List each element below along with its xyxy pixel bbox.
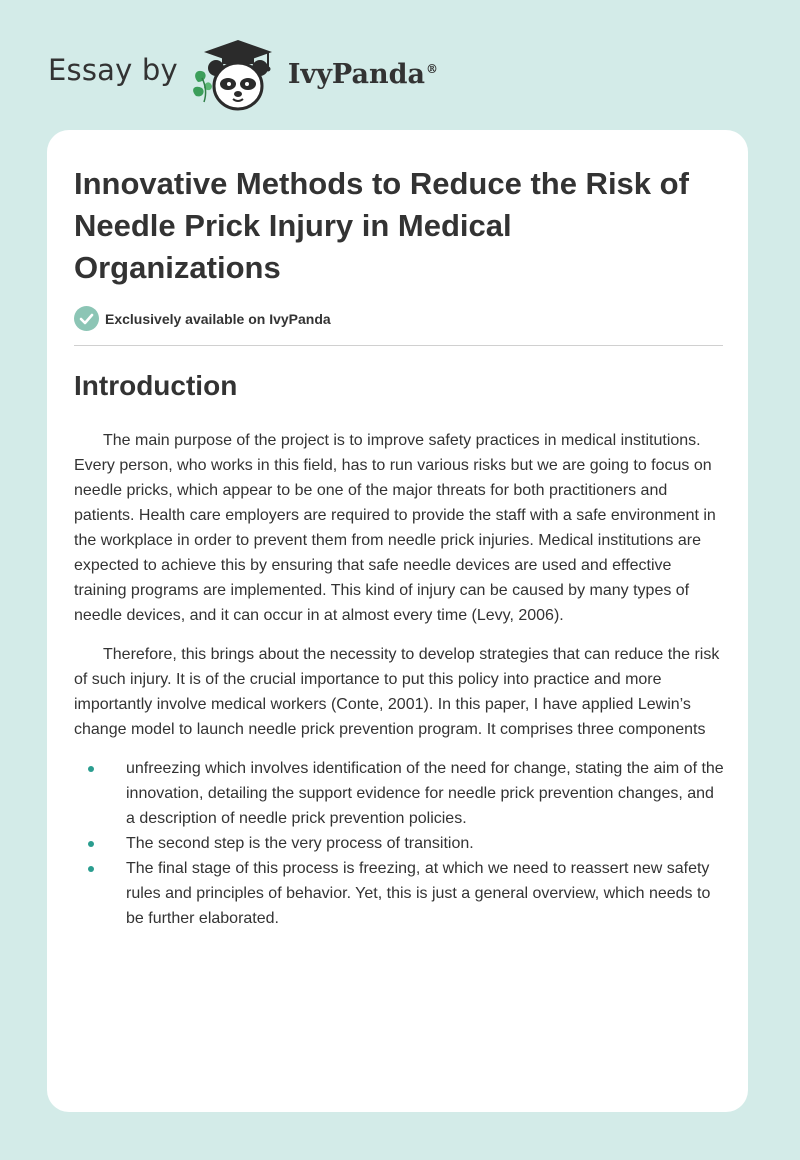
essay-body [74, 428, 726, 931]
brand-text[interactable]: IvyPanda [287, 58, 425, 90]
components-list [74, 756, 726, 931]
list-item [74, 856, 726, 931]
essay-card [47, 130, 748, 1112]
panda-graduate-icon[interactable] [192, 38, 284, 112]
list-item-text: The second step is the very process of transition. [126, 835, 474, 852]
paragraph: The main purpose of the project is to improve safety practices in medical institutions. Every person, who works in this field, has to run various risks but we are going to focus on needle pricks, which appear to be one of the major threats for both practitioners and patients. Health care employers are required to provide the staff with a safe environment in the workplace in order to prevent them from needle prick injuries. Medical institutions are expected to achieve this by ensuring that safe needle devices are used and effective training programs are implemented. This kind of injury can be caused by many types of needle devices, and it can occur in at almost every time (Levy, 2006). [74, 432, 716, 624]
list-item [74, 756, 726, 831]
brand-name[interactable] [288, 59, 438, 90]
list-item [74, 831, 726, 856]
bullet-dot-icon [88, 766, 94, 772]
essay-by-label: Essay by [48, 53, 178, 87]
section-title-introduction: Introduction [74, 370, 238, 401]
list-item-text: unfreezing which involves identification of the need for change, stating the aim of the innovation, detailing the support evidence for needle prick prevention changes, and a description of needle prick prevention policies. [126, 760, 724, 827]
bullet-dot-icon [88, 866, 94, 872]
paragraph: Therefore, this brings about the necessity to develop strategies that can reduce the risk of such injury. It is of the crucial importance to put this policy into practice and more importantly involve medical workers (Conte, 2001). In this paper, I have applied Lewin’s change model to launch needle prick prevention program. It comprises three components [74, 646, 720, 738]
exclusive-badge [74, 306, 331, 331]
page-title: Innovative Methods to Reduce the Risk of Needle Prick Injury in Medical Organizations [74, 166, 689, 285]
registered-mark: ® [425, 61, 438, 76]
divider [74, 345, 723, 346]
exclusive-badge-label: Exclusively available on IvyPanda [105, 310, 331, 327]
list-item-text: The final stage of this process is freezing, at which we need to reassert new safety rules and principles of behavior. Yet, this is just a general overview, which needs to be further elaborated. [126, 860, 711, 927]
check-circle-icon [74, 306, 99, 331]
bullet-dot-icon [88, 841, 94, 847]
site-header [48, 38, 438, 112]
